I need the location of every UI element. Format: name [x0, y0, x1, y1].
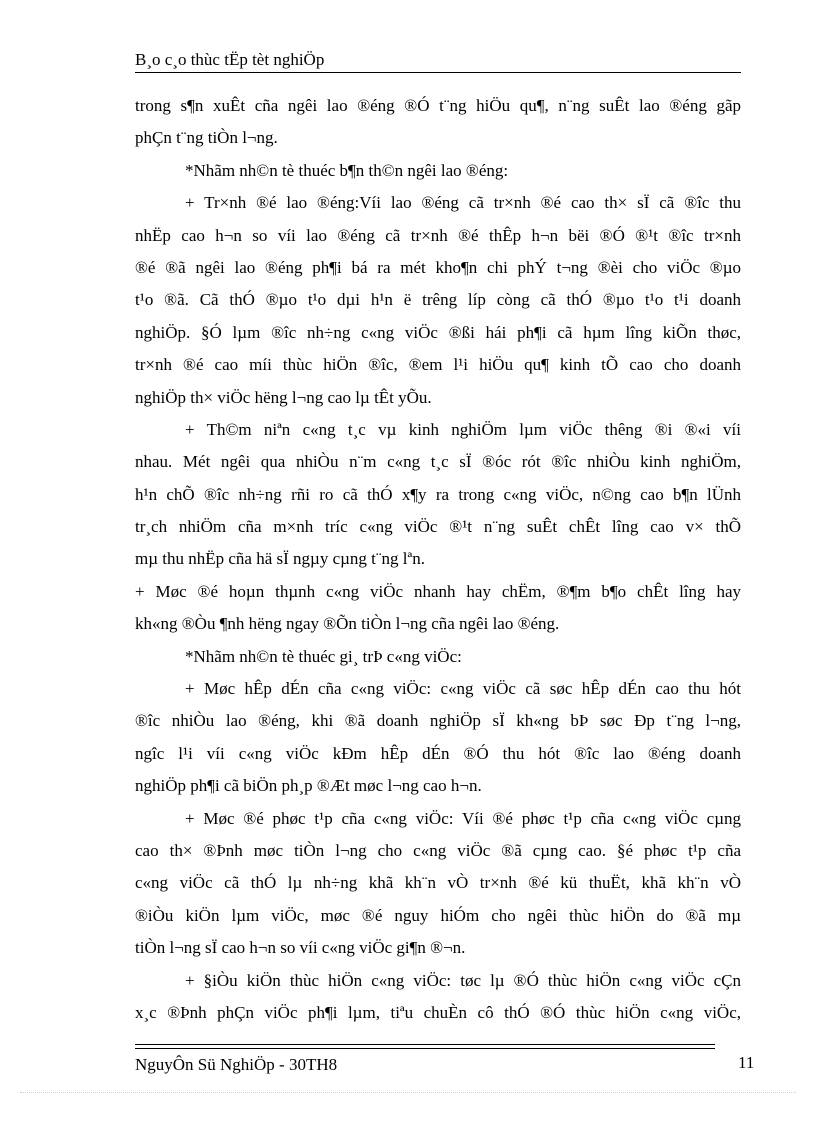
- header-rule: [135, 72, 741, 73]
- text-line: + Møc ®é hoµn thµnh c«ng viÖc nhanh hay chËm, ®¶m b¶o chÊt lîng hay: [135, 581, 741, 601]
- text-line: *Nhãm nh©n tè thuéc b¶n th©n ngêi lao ®éng:: [185, 160, 509, 180]
- text-line: + Møc ®é phøc t¹p cña c«ng viÖc: Víi ®é phøc t¹p cña c«ng viÖc cµng: [185, 808, 741, 828]
- text-line: nghiÖp ph¶i cã biÖn ph¸p ®Æt møc l¬ng cao h¬n.: [135, 776, 482, 796]
- footer-rule: [135, 1044, 715, 1045]
- text-line: nhau. Mét ngêi qua nhiÒu n¨m c«ng t¸c sÏ ®óc rót ®îc nhiÒu kinh nghiÖm,: [135, 452, 741, 472]
- text-line: phÇn t¨ng tiÒn l¬ng.: [135, 128, 278, 148]
- text-line: *Nhãm nh©n tè thuéc gi¸ trÞ c«ng viÖc:: [185, 646, 462, 666]
- text-line: ®îc nhiÒu lao ®éng, khi ®ã doanh nghiÖp sÏ kh«ng bÞ søc Ðp t¨ng l¬ng,: [135, 711, 741, 731]
- footer-author: NguyÔn Sü NghiÖp - 30TH8: [135, 1055, 338, 1074]
- page-edge: [20, 1092, 796, 1093]
- text-line: mµ thu nhËp cña hä sÏ ngµy cµng t¨ng lªn.: [135, 549, 425, 569]
- text-line: cao th× ®Þnh møc tiÒn l¬ng cho c«ng viÖc ®ã cµng cao. §é phøc t¹p cña: [135, 840, 741, 860]
- text-line: + §iÒu kiÖn thùc hiÖn c«ng viÖc: tøc lµ ®Ó thùc hiÖn c«ng viÖc cÇn: [185, 970, 741, 990]
- page-header: [135, 50, 741, 70]
- footer-rule: [135, 1048, 715, 1049]
- page-number: 11: [738, 1053, 755, 1072]
- text-line: ngîc l¹i víi c«ng viÖc kÐm hÊp dÉn ®Ó thu hót ®îc lao ®éng doanh: [135, 743, 741, 763]
- text-line: kh«ng ®Òu ¶nh hëng ngay ®Õn tiÒn l¬ng cña ngêi lao ®éng.: [135, 614, 560, 634]
- body-text: [135, 90, 741, 1029]
- text-line: + Tr×nh ®é lao ®éng:Víi lao ®éng cã tr×nh ®é cao th× sÏ cã ®îc thu: [185, 193, 741, 213]
- text-line: t¹o ®ã. Cã thÓ ®µo t¹o dµi h¹n ë trêng líp còng cã thÓ ®µo t¹o t¹i doanh: [135, 290, 741, 310]
- text-line: tiÒn l¬ng sÏ cao h¬n so víi c«ng viÖc gi¶n ®¬n.: [135, 938, 466, 958]
- text-line: nghiÖp th× viÖc hëng l¬ng cao lµ tÊt yÕu.: [135, 387, 432, 407]
- text-line: + Møc hÊp dÉn cña c«ng viÖc: c«ng viÖc cã søc hÊp dÉn cao thu hót: [185, 679, 741, 699]
- text-line: trong s¶n xuÊt cña ngêi lao ®éng ®Ó t¨ng hiÖu qu¶, n¨ng suÊt lao ®éng gãp: [135, 96, 741, 115]
- text-line: x¸c ®Þnh phÇn viÖc ph¶i lµm, tiªu chuÈn cô thÓ ®Ó thùc hiÖn c«ng viÖc,: [135, 1002, 741, 1022]
- text-line: nghiÖp. §Ó lµm ®îc nh÷ng c«ng viÖc ®ßi hái ph¶i cã hµm lîng kiÕn thøc,: [135, 322, 741, 342]
- header-title: B¸o c¸o thùc tËp tèt nghiÖp: [135, 50, 325, 69]
- text-line: tr×nh ®é cao míi thùc hiÖn ®îc, ®em l¹i hiÖu qu¶ kinh tÕ cao cho doanh: [135, 355, 741, 375]
- text-line: h¹n chÕ ®îc nh÷ng rñi ro cã thÓ x¶y ra trong c«ng viÖc, n©ng cao b¶n lÜnh: [135, 484, 741, 504]
- text-line: c«ng viÖc cã thÓ lµ nh÷ng khã kh¨n vÒ tr×nh ®é kü thuËt, khã kh¨n vÒ: [135, 873, 741, 893]
- text-line: + Th©m niªn c«ng t¸c vµ kinh nghiÖm lµm viÖc thêng ®i ®«i víi: [185, 419, 741, 439]
- text-line: ®iÒu kiÖn lµm viÖc, møc ®é nguy hiÓm cho ngêi thùc hiÖn do ®ã mµ: [135, 905, 741, 925]
- text-line: tr¸ch nhiÖm cña m×nh tríc c«ng viÖc ®¹t n¨ng suÊt chÊt lîng cao v× thÕ: [135, 517, 741, 537]
- text-line: nhËp cao h¬n so víi lao ®éng cã tr×nh ®é thÊp h¬n bëi ®Ó ®¹t ®îc tr×nh: [135, 225, 741, 245]
- text-line: ®é ®ã ngêi lao ®éng ph¶i bá ra mét kho¶n chi phÝ t¬ng ®èi cho viÖc ®µo: [135, 257, 741, 277]
